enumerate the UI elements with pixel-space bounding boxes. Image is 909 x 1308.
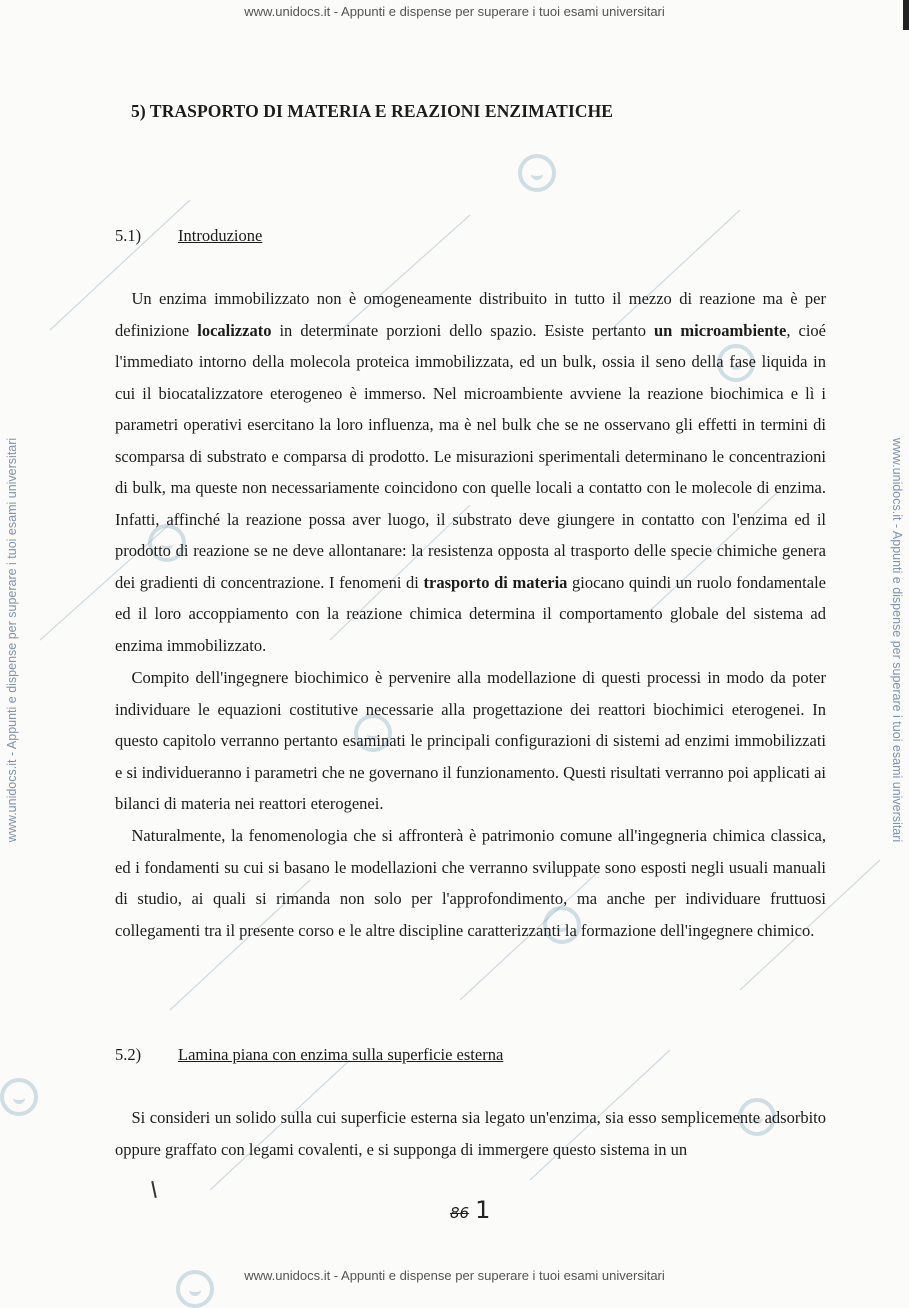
- section-number: 5.2): [115, 1045, 142, 1064]
- watermark-logo-icon: [518, 154, 556, 192]
- bold-term: trasporto di materia: [423, 572, 568, 592]
- page-number: [450, 1196, 490, 1224]
- paragraph: Naturalmente, la fenomenologia che si affronterà è patrimonio comune all'ingegneria chimica classica, ed i fondamenti su cui si basano le modellazioni che verranno sviluppate sono esposti negli usuali manuali di studio, ai quali si rimanda non solo per l'approfondimento, ma anche per individuare fruttuosi collegamenti tra il presente corso e le altre discipline caratterizzanti la formazione dell'ingegnere chimico.: [115, 826, 826, 940]
- paragraph: Si consideri un solido sulla cui superficie esterna sia legato un'enzima, sia esso semplicemente adsorbito oppure graffato con legami covalenti, e si supponga di immergere questo sistema in un: [115, 1108, 826, 1159]
- new-page-number: 1: [475, 1196, 491, 1224]
- section-title: Introduzione: [178, 226, 263, 245]
- old-page-number: 86: [450, 1204, 470, 1222]
- section-heading: [115, 226, 262, 246]
- watermark-left-text: www.unidocs.it - Appunti e dispense per superare i tuoi esami universitari: [5, 437, 19, 843]
- section-number: 5.1): [115, 226, 142, 245]
- bold-term: localizzato: [197, 320, 272, 340]
- section-title: Lamina piana con enzima sulla superficie esterna: [178, 1045, 504, 1064]
- bold-term: un microambiente: [654, 320, 787, 340]
- section-heading: [115, 1045, 503, 1065]
- chapter-title: 5) TRASPORTO DI MATERIA E REAZIONI ENZIMATICHE: [131, 101, 614, 121]
- watermark-top-text: www.unidocs.it - Appunti e dispense per superare i tuoi esami universitari: [244, 4, 665, 19]
- watermark-logo-icon: [0, 1078, 38, 1116]
- paragraph: Compito dell'ingegnere biochimico è pervenire alla modellazione di questi processi in modo da poter individuare le equazioni costitutive necessarie alla progettazione dei reattori biochimici eterogenei. In questo capitolo verranno pertanto esaminati le principali configurazioni di sistemi ad enzimi immobilizzati e si individueranno i parametri che ne governano il funzionamento. Questi risultati verranno poi applicati ai bilanci di materia nei reattori eterogenei.: [115, 668, 826, 813]
- watermark-bottom-text: www.unidocs.it - Appunti e dispense per superare i tuoi esami universitari: [244, 1268, 665, 1283]
- paragraph: Un enzima immobilizzato non è omogeneamente distribuito in tutto il mezzo di reazione ma è per definizione localizzato in determinate porzioni dello spazio. Esiste pertanto un microambiente, cioé l'immediato intorno della molecola proteica immobilizzata, ed un bulk, ossia il seno della fase liquida in cui il biocatalizzatore eterogeneo è immerso. Nel microambiente avviene la reazione biochimica e lì i parametri operativi esercitano la loro influenza, ma è nel bulk che se ne osservano gli effetti in termini di scomparsa di substrato e comparsa di prodotto. Le misurazioni sperimentali determinano le concentrazioni di bulk, ma queste non necessariamente coincidono con quelle locali a contatto con le molecole di enzima. Infatti, affinché la reazione possa aver luogo, il substrato deve giungere in contatto con l'enzima ed il prodotto di reazione se ne deve allontanare: la resistenza opposta al trasporto delle specie chimiche genera dei gradienti di concentrazione. I fenomeni di trasporto di materia giocano quindi un ruolo fondamentale ed il loro accoppiamento con la reazione chimica determina il comportamento globale del sistema ad enzima immobilizzato.: [115, 289, 826, 655]
- watermark-right-text: www.unidocs.it - Appunti e dispense per superare i tuoi esami universitari: [890, 437, 904, 843]
